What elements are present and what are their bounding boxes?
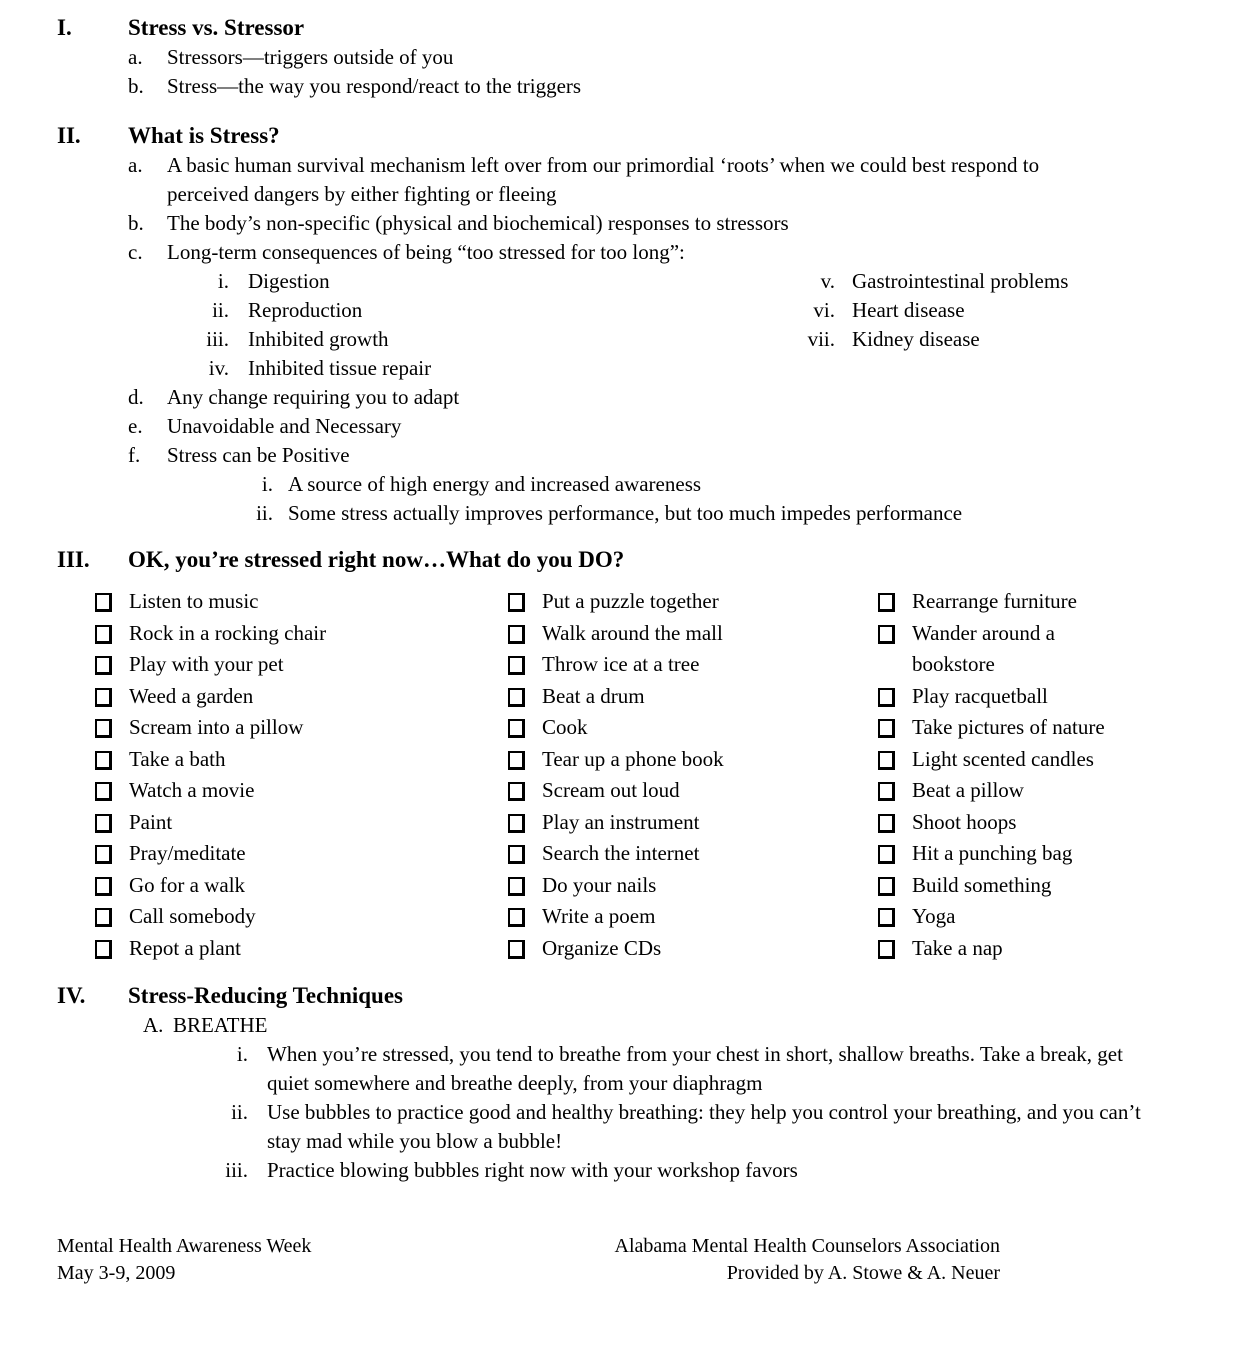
checkbox-icon[interactable] xyxy=(508,625,525,644)
list-item xyxy=(128,354,660,383)
checklist-item xyxy=(878,933,1148,965)
checklist-item-label: Yoga xyxy=(912,904,956,928)
checkbox-icon[interactable] xyxy=(878,593,895,612)
checklist-item-label: Play racquetball xyxy=(912,683,1048,708)
footer-event-name: Mental Health Awareness Week xyxy=(57,1235,312,1257)
checklist-item-label: Scream out loud xyxy=(542,778,680,802)
checklist-item xyxy=(95,901,508,933)
checkbox-icon[interactable] xyxy=(878,814,895,833)
list-item-label: b. xyxy=(128,211,144,235)
footer-provided-by: Provided by A. Stowe & A. Neuer xyxy=(726,1262,1000,1284)
checkbox-icon[interactable] xyxy=(878,719,895,738)
checklist-item-label: Search the internet xyxy=(542,841,700,865)
list-item xyxy=(660,296,1068,325)
list-item-text: Inhibited tissue repair xyxy=(248,356,432,380)
checklist-item xyxy=(508,681,878,713)
checklist-item xyxy=(95,838,508,870)
checkbox-icon[interactable] xyxy=(508,782,525,801)
list-item-text: Unavoidable and Necessary xyxy=(167,414,402,438)
section-1-numeral: I. xyxy=(57,15,72,40)
checklist-item xyxy=(878,807,1148,839)
list-item xyxy=(160,499,1254,528)
checklist-item-label: Take a bath xyxy=(129,746,226,771)
list-item-text: Use bubbles to practice good and healthy breathing: they help you control your breathing, and you can’t stay mad while you blow a bubble! xyxy=(267,1100,1141,1153)
checkbox-icon[interactable] xyxy=(878,688,895,707)
section-4-title: Stress-Reducing Techniques xyxy=(128,983,404,1008)
checklist-item xyxy=(95,586,508,618)
list-item xyxy=(128,1098,1254,1156)
list-item xyxy=(128,209,1254,238)
footer-right xyxy=(615,1233,1000,1287)
list-item xyxy=(128,441,1254,470)
page-footer xyxy=(0,1233,1254,1287)
checklist-item xyxy=(95,870,508,902)
checkbox-icon[interactable] xyxy=(878,625,895,644)
checklist-item xyxy=(878,838,1148,870)
checklist-item xyxy=(95,807,508,839)
checklist-item-label: Beat a pillow xyxy=(912,778,1024,802)
checkbox-icon[interactable] xyxy=(95,593,112,612)
checklist-item xyxy=(508,807,878,839)
checklist-item xyxy=(878,744,1148,776)
list-item xyxy=(128,1040,1254,1098)
checklist-item xyxy=(508,618,878,650)
checklist-item xyxy=(508,838,878,870)
checkbox-icon[interactable] xyxy=(508,908,525,927)
section-2-numeral: II. xyxy=(57,123,81,148)
checklist-item xyxy=(878,681,1148,713)
checkbox-icon[interactable] xyxy=(878,940,895,959)
checkbox-icon[interactable] xyxy=(508,656,525,675)
checklist-item-label: Beat a drum xyxy=(542,683,645,708)
checklist-item-label: Wander around a bookstore xyxy=(912,620,1055,676)
checklist-item-label: Write a poem xyxy=(542,904,656,928)
list-item-text: Stress can be Positive xyxy=(167,443,350,467)
checklist-item-label: Cook xyxy=(542,715,588,739)
checklist-item xyxy=(95,681,508,713)
list-item xyxy=(660,325,1068,354)
checklist-item-label: Tear up a phone book xyxy=(542,746,724,771)
checklist-item-label: Listen to music xyxy=(129,589,259,613)
section-3-heading xyxy=(0,545,1254,575)
footer-association: Alabama Mental Health Counselors Association xyxy=(614,1235,1000,1257)
checklist-item-label: Throw ice at a tree xyxy=(542,652,700,676)
consequences-right-column xyxy=(660,267,1068,383)
checklist-item xyxy=(508,901,878,933)
list-item-text: The body’s non-specific (physical and biochemical) responses to stressors xyxy=(167,211,789,235)
list-item-label: c. xyxy=(128,240,143,264)
checklist-item xyxy=(878,901,1148,933)
checklist-item-label: Do your nails xyxy=(542,872,657,897)
consequences-left-column xyxy=(0,267,660,383)
checklist-item-label: Rock in a rocking chair xyxy=(129,620,327,645)
checklist-item xyxy=(878,586,1148,618)
checklist-item-label: Repot a plant xyxy=(129,935,241,960)
checklist-item-label: Call somebody xyxy=(129,904,256,928)
checkbox-icon[interactable] xyxy=(95,688,112,707)
list-item-text: A basic human survival mechanism left over from our primordial ‘roots’ when we could best respond to perceived dangers by either fighting or fleeing xyxy=(167,153,1040,206)
list-item xyxy=(128,151,1254,209)
breathe-subheading xyxy=(143,1011,1254,1040)
section-1-title: Stress vs. Stressor xyxy=(128,15,305,40)
list-item-label: ii. xyxy=(212,298,229,322)
section-2-heading xyxy=(0,121,1254,151)
list-item xyxy=(160,470,1254,499)
section-2-title: What is Stress? xyxy=(128,123,280,148)
list-item xyxy=(128,72,1254,101)
checklist-column-3 xyxy=(878,586,1148,964)
checklist-item-label: Take pictures of nature xyxy=(912,715,1105,739)
checklist-column-2 xyxy=(508,586,878,964)
checklist-item-label: Build something xyxy=(912,872,1052,897)
list-item xyxy=(128,325,660,354)
checkbox-icon[interactable] xyxy=(508,877,525,896)
checklist-item-label: Take a nap xyxy=(912,935,1003,960)
checkbox-icon[interactable] xyxy=(95,751,112,770)
checkbox-icon[interactable] xyxy=(95,782,112,801)
checklist-column-1 xyxy=(95,586,508,964)
breathe-sublist xyxy=(0,1040,1254,1185)
list-item-label: ii. xyxy=(256,501,273,525)
positive-stress-sublist xyxy=(0,470,1254,528)
list-item-text: Some stress actually improves performance, but too much impedes performance xyxy=(288,501,963,525)
checkbox-icon[interactable] xyxy=(508,814,525,833)
checklist-item xyxy=(95,775,508,807)
checklist-item-label: Pray/meditate xyxy=(129,841,246,865)
checklist-item-label: Organize CDs xyxy=(542,935,662,960)
list-item-label: vii. xyxy=(807,327,835,351)
list-item-label: vi. xyxy=(813,298,835,322)
checklist-item xyxy=(878,775,1148,807)
checklist-item xyxy=(508,712,878,744)
checklist-item-label: Light scented candles xyxy=(912,746,1094,771)
checklist-item-label: Put a puzzle together xyxy=(542,589,719,613)
checklist-item xyxy=(95,649,508,681)
section-4-heading xyxy=(0,981,1254,1011)
checklist-item xyxy=(508,649,878,681)
list-item-label: iii. xyxy=(206,327,229,351)
checklist-item xyxy=(95,618,508,650)
checklist-item-label: Play with your pet xyxy=(129,652,284,676)
checkbox-icon[interactable] xyxy=(508,688,525,707)
list-item xyxy=(128,296,660,325)
checklist-item xyxy=(95,744,508,776)
breathe-title: BREATHE xyxy=(173,1013,268,1037)
list-item xyxy=(128,43,1254,72)
list-item xyxy=(128,1156,1254,1185)
list-item-label: ii. xyxy=(231,1100,248,1124)
list-item xyxy=(128,238,1254,267)
list-item-text: Reproduction xyxy=(248,298,363,322)
list-item xyxy=(128,383,1254,412)
section-3-numeral: III. xyxy=(57,547,90,572)
checklist-item xyxy=(878,618,1148,681)
checklist-item-label: Rearrange furniture xyxy=(912,589,1077,613)
checkbox-icon[interactable] xyxy=(95,814,112,833)
list-item-label: iv. xyxy=(208,356,229,380)
footer-event-date: May 3-9, 2009 xyxy=(57,1262,176,1284)
checkbox-icon[interactable] xyxy=(95,845,112,864)
section-3-title: OK, you’re stressed right now…What do you DO? xyxy=(128,547,625,572)
checkbox-icon[interactable] xyxy=(878,845,895,864)
checkbox-icon[interactable] xyxy=(508,940,525,959)
checkbox-icon[interactable] xyxy=(508,719,525,738)
checklist-item xyxy=(95,933,508,965)
list-item-label: iii. xyxy=(225,1158,248,1182)
stress-activities-checklist xyxy=(95,586,1254,964)
checklist-item xyxy=(508,933,878,965)
checklist-item xyxy=(508,586,878,618)
list-item-label: i. xyxy=(217,269,229,293)
checkbox-icon[interactable] xyxy=(95,940,112,959)
checkbox-icon[interactable] xyxy=(508,751,525,770)
list-item-text: Practice blowing bubbles right now with your workshop favors xyxy=(267,1158,798,1182)
consequences-two-column-list xyxy=(0,267,1254,383)
checklist-item xyxy=(508,744,878,776)
checklist-item xyxy=(95,712,508,744)
checkbox-icon[interactable] xyxy=(878,908,895,927)
list-item-label: b. xyxy=(128,74,144,98)
checkbox-icon[interactable] xyxy=(878,877,895,896)
list-item-label: e. xyxy=(128,414,143,438)
checklist-item-label: Weed a garden xyxy=(129,683,254,708)
list-item-text: Any change requiring you to adapt xyxy=(167,385,460,409)
checklist-item-label: Shoot hoops xyxy=(912,809,1017,834)
list-item xyxy=(128,267,660,296)
list-item-label: a. xyxy=(128,45,143,69)
checklist-item-label: Hit a punching bag xyxy=(912,841,1073,865)
list-item-label: v. xyxy=(820,269,835,293)
checklist-item xyxy=(508,775,878,807)
list-item-text: Digestion xyxy=(248,269,330,293)
list-item-text: Heart disease xyxy=(852,298,965,322)
checkbox-icon[interactable] xyxy=(95,908,112,927)
list-item-label: i. xyxy=(261,472,273,496)
checkbox-icon[interactable] xyxy=(95,719,112,738)
checklist-item-label: Paint xyxy=(129,809,173,834)
checkbox-icon[interactable] xyxy=(95,625,112,644)
list-item-label: i. xyxy=(236,1042,248,1066)
checkbox-icon[interactable] xyxy=(878,751,895,770)
checkbox-icon[interactable] xyxy=(95,877,112,896)
list-item xyxy=(128,412,1254,441)
checkbox-icon[interactable] xyxy=(878,782,895,801)
list-item-label: d. xyxy=(128,385,144,409)
checklist-item-label: Walk around the mall xyxy=(542,620,723,645)
list-item-label: f. xyxy=(128,443,141,467)
list-item-text: Stressors—triggers outside of you xyxy=(167,45,454,69)
checklist-item-label: Watch a movie xyxy=(129,778,255,802)
list-item-text: A source of high energy and increased awareness xyxy=(288,472,702,496)
list-item-text: Stress—the way you respond/react to the triggers xyxy=(167,74,582,98)
list-item-text: Inhibited growth xyxy=(248,327,389,351)
section-1-heading xyxy=(0,13,1254,43)
list-item-text: Long-term consequences of being “too stressed for too long”: xyxy=(167,240,685,264)
footer-left xyxy=(57,1233,311,1287)
section-4-numeral: IV. xyxy=(57,983,86,1008)
breathe-label: A. xyxy=(143,1013,164,1037)
list-item-text: Kidney disease xyxy=(852,327,980,351)
checkbox-icon[interactable] xyxy=(508,845,525,864)
checklist-item xyxy=(878,712,1148,744)
checkbox-icon[interactable] xyxy=(95,656,112,675)
list-item-text: When you’re stressed, you tend to breathe from your chest in short, shallow breaths. Take a break, get quiet somewhere and breathe deeply, from your diaphragm xyxy=(267,1042,1123,1095)
checkbox-icon[interactable] xyxy=(508,593,525,612)
list-item xyxy=(660,267,1068,296)
checklist-item-label: Scream into a pillow xyxy=(129,715,304,739)
list-item-label: a. xyxy=(128,153,143,177)
list-item-text: Gastrointestinal problems xyxy=(852,269,1069,293)
checklist-item-label: Play an instrument xyxy=(542,809,700,834)
checklist-item-label: Go for a walk xyxy=(129,872,246,897)
checklist-item xyxy=(878,870,1148,902)
checklist-item xyxy=(508,870,878,902)
